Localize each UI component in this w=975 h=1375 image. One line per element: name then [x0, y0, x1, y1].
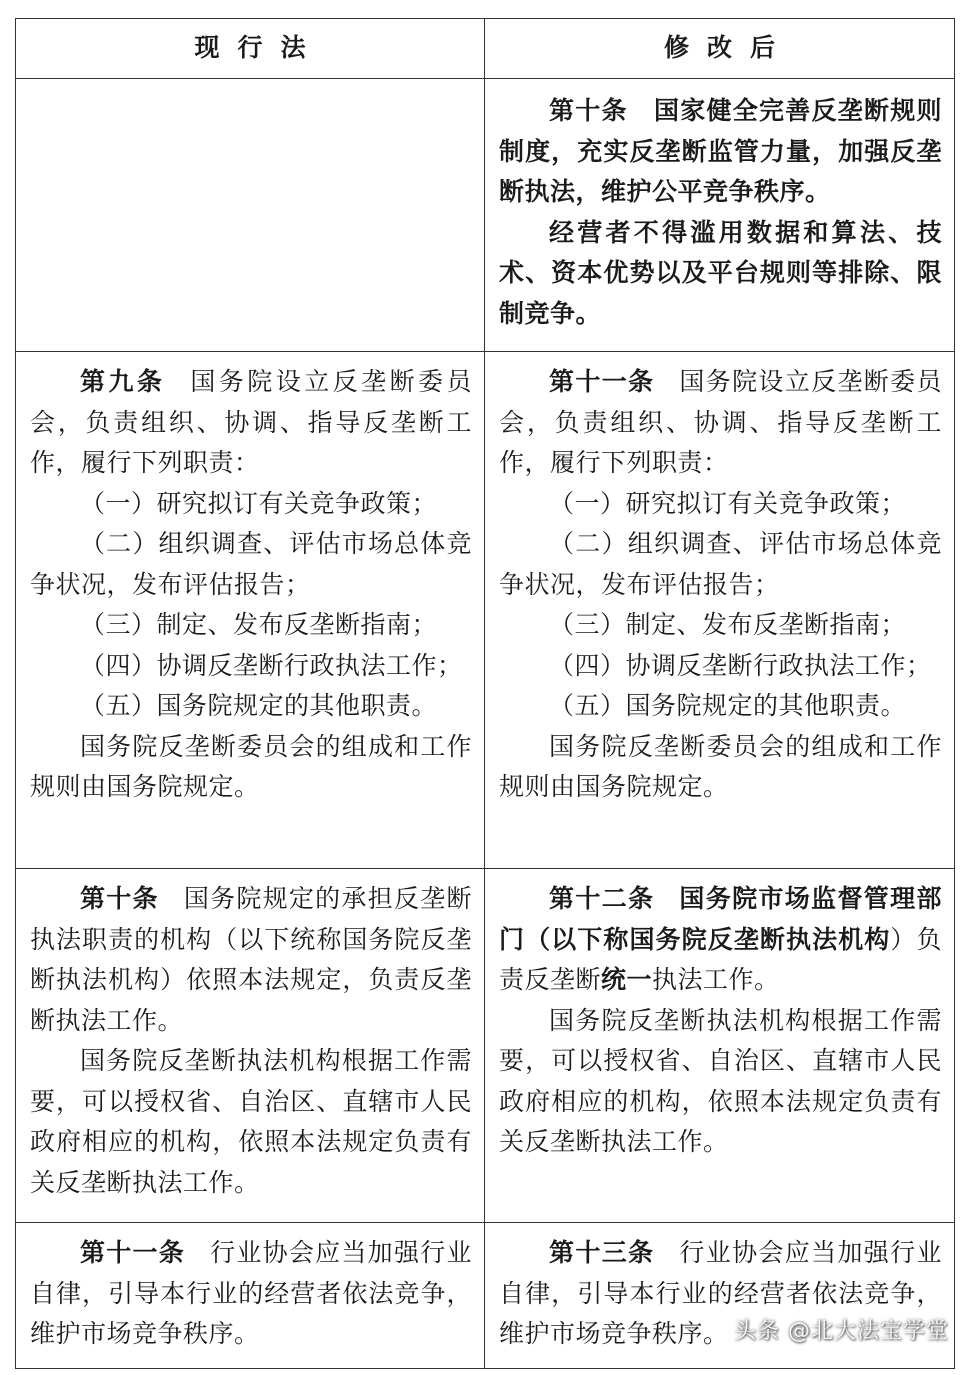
table-row — [16, 79, 955, 352]
article-number: 第十三条 — [549, 1238, 655, 1267]
amended-law-cell — [485, 1223, 955, 1369]
bold-amended-text: 国务院市场监督管理部门（以下称国务院反垄断执法机构 — [499, 884, 942, 954]
list-item: （五）国务院规定的其他职责。 — [80, 691, 438, 720]
table-row — [16, 1223, 955, 1369]
list-item: （三）制定、发布反垄断指南； — [549, 610, 907, 639]
article-paragraph: 国务院反垄断执法机构根据工作需要，可以授权省、自治区、直辖市人民政府相应的机构，依照本法规定负责有关反垄断执法工作。 — [30, 1046, 472, 1197]
article-text: 执法工作。 — [652, 965, 780, 994]
article-number: 第九条 — [80, 367, 166, 396]
table-row — [16, 869, 955, 1223]
current-law-cell — [16, 1223, 485, 1369]
article-text: 国务院规定的承担反垄断执法职责的机构（以下统称国务院反垄断执法机构）依照本法规定，负责反垄断执法工作。 — [30, 884, 472, 1035]
current-law-cell-empty — [16, 79, 485, 352]
list-item: （二）组织调查、评估市场总体竞争状况，发布评估报告； — [30, 529, 472, 599]
article-text: 国务院设立反垄断委员会，负责组织、协调、指导反垄断工作，履行下列职责： — [499, 367, 942, 477]
article-number: 第十一条 — [549, 367, 655, 396]
amended-law-cell — [485, 352, 955, 869]
article-number: 第十二条 — [549, 884, 655, 913]
current-law-cell — [16, 352, 485, 869]
bold-amended-word: 统一 — [601, 965, 653, 994]
article-paragraph: 国务院反垄断执法机构根据工作需要，可以授权省、自治区、直辖市人民政府相应的机构，依照本法规定负责有关反垄断执法工作。 — [499, 1005, 942, 1156]
list-item: （三）制定、发布反垄断指南； — [80, 610, 438, 639]
article-paragraph: 国务院反垄断委员会的组成和工作规则由国务院规定。 — [30, 731, 472, 801]
article-number: 第十条 — [80, 884, 159, 913]
article-paragraph — [30, 879, 472, 1041]
amended-article-10-para-2: 经营者不得滥用数据和算法、技术、资本优势以及平台规则等排除、限制竞争。 — [499, 217, 942, 328]
article-text: ）负责反垄断 — [499, 924, 942, 994]
list-item: （一）研究拟订有关竞争政策； — [549, 488, 907, 518]
list-item: （五）国务院规定的其他职责。 — [549, 691, 907, 720]
table-header-row — [16, 19, 955, 79]
amended-article-10-para-1: 第十条 国家健全完善反垄断规则制度，充实反垄断监管力量，加强反垄断执法，维护公平竞争秩序。 — [499, 96, 942, 206]
list-item: （二）组织调查、评估市场总体竞争状况，发布评估报告； — [499, 529, 942, 599]
list-item: （一）研究拟订有关竞争政策； — [80, 488, 438, 518]
article-text: 行业协会应当加强行业自律，引导本行业的经营者依法竞争，维护市场竞争秩序。 — [499, 1238, 942, 1348]
article-paragraph — [499, 362, 942, 484]
article-number: 第十一条 — [80, 1238, 186, 1267]
amended-law-cell — [485, 869, 955, 1223]
watermark: 头条 @北大法宝学堂 — [734, 1319, 949, 1344]
article-paragraph — [30, 362, 472, 484]
list-item: （四）协调反垄断行政执法工作； — [80, 650, 463, 680]
article-text: 国务院设立反垄断委员会，负责组织、协调、指导反垄断工作，履行下列职责： — [30, 367, 472, 477]
article-text: 行业协会应当加强行业自律，引导本行业的经营者依法竞争，维护市场竞争秩序。 — [30, 1238, 472, 1348]
table-row — [16, 352, 955, 869]
amended-law-cell — [485, 79, 955, 352]
list-item: （四）协调反垄断行政执法工作； — [549, 650, 932, 680]
article-paragraph: 国务院反垄断委员会的组成和工作规则由国务院规定。 — [499, 731, 942, 801]
article-paragraph — [30, 1233, 472, 1355]
header-current-law: 现行法 — [16, 19, 485, 79]
article-paragraph — [499, 879, 942, 1001]
comparison-table — [15, 18, 955, 1369]
current-law-cell — [16, 869, 485, 1223]
header-amended-law: 修改后 — [485, 19, 955, 79]
